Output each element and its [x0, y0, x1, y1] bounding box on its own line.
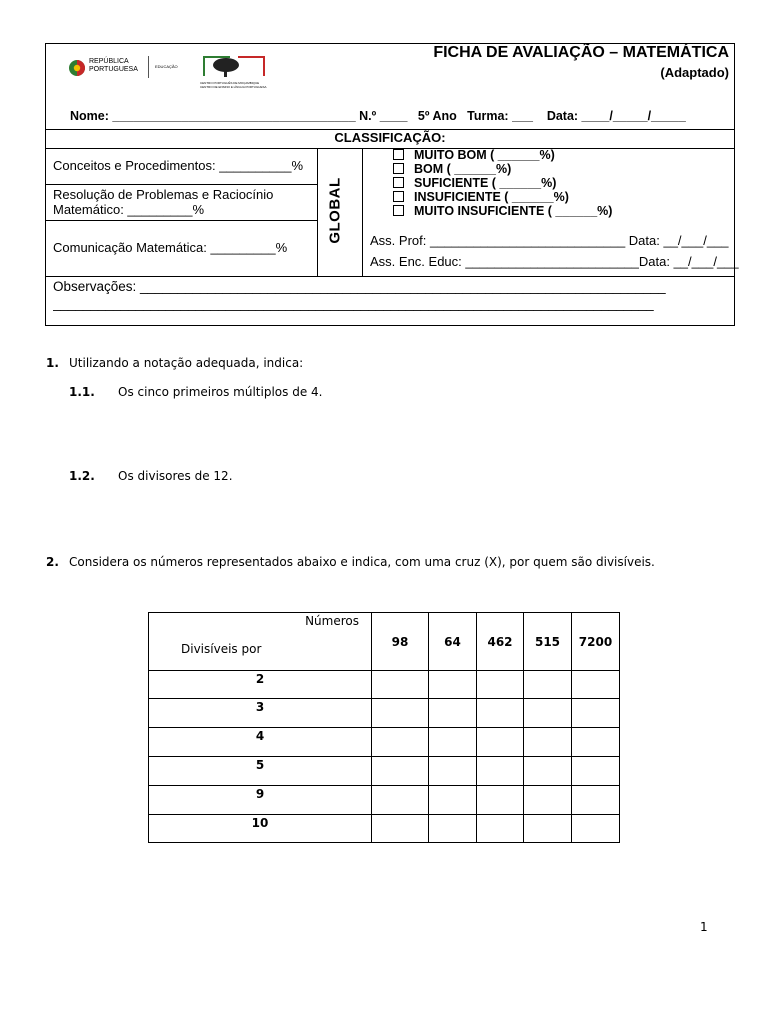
- answer-cell[interactable]: [372, 786, 429, 815]
- criteria-comunicacao: Comunicação Matemática: _________%: [53, 240, 288, 255]
- number-header: 64: [429, 613, 477, 671]
- grade-option[interactable]: MUITO BOM ( ______%): [393, 148, 612, 162]
- answer-cell[interactable]: [477, 728, 524, 757]
- divisibility-table: [148, 612, 620, 843]
- checkbox-icon[interactable]: [393, 149, 404, 160]
- q1-1-text: Os cinco primeiros múltiplos de 4.: [118, 385, 323, 399]
- page-title: FICHA DE AVALIAÇÃO – MATEMÁTICA: [433, 44, 729, 61]
- answer-cell[interactable]: [477, 671, 524, 699]
- answer-cell[interactable]: [429, 728, 477, 757]
- table-row: [149, 728, 620, 757]
- page-number: 1: [700, 920, 708, 934]
- grade-option[interactable]: INSUFICIENTE ( ______%): [393, 190, 612, 204]
- q1-2-text: Os divisores de 12.: [118, 469, 233, 483]
- answer-cell[interactable]: [477, 757, 524, 786]
- divisor-cell: 5: [149, 757, 372, 786]
- grade-option[interactable]: MUITO INSUFICIENTE ( ______%): [393, 204, 612, 218]
- republica-text: REPÚBLICA PORTUGUESA: [89, 58, 138, 73]
- answer-cell[interactable]: [429, 699, 477, 728]
- answer-cell[interactable]: [572, 671, 620, 699]
- page-subtitle: (Adaptado): [660, 65, 729, 80]
- republica-logo: [68, 56, 183, 80]
- answer-cell[interactable]: [429, 757, 477, 786]
- table-row: [149, 786, 620, 815]
- number-header: 7200: [572, 613, 620, 671]
- q1-number: 1.: [46, 356, 59, 370]
- divider: [45, 148, 735, 149]
- table-row: [149, 757, 620, 786]
- divisor-cell: 10: [149, 815, 372, 843]
- number-header: 515: [524, 613, 572, 671]
- table-header-row: [149, 613, 620, 671]
- answer-cell[interactable]: [429, 671, 477, 699]
- divisor-cell: 3: [149, 699, 372, 728]
- answer-cell[interactable]: [477, 786, 524, 815]
- answer-cell[interactable]: [572, 728, 620, 757]
- answer-cell[interactable]: [524, 728, 572, 757]
- checkbox-icon[interactable]: [393, 177, 404, 188]
- answer-cell[interactable]: [372, 815, 429, 843]
- school-name-line1: CENTRO PORTUGUÊS DE MOÇAMBIQUE: [200, 81, 260, 85]
- header-numeros: Números: [305, 614, 359, 628]
- answer-cell[interactable]: [572, 699, 620, 728]
- ass-prof-line: Ass. Prof: ___________________________ Data: __/___/___: [370, 233, 729, 248]
- q2-text: Considera os números representados abaixo e indica, com uma cruz (X), por quem são divisíveis.: [69, 555, 655, 569]
- checkbox-icon[interactable]: [393, 205, 404, 216]
- grade-option[interactable]: BOM ( ______%): [393, 162, 612, 176]
- checkbox-icon[interactable]: [393, 163, 404, 174]
- classificacao-label: CLASSIFICAÇÃO:: [334, 130, 446, 145]
- school-logo: [200, 54, 268, 92]
- educacao-text: EDUCAÇÃO: [155, 64, 178, 69]
- q1-1-number: 1.1.: [69, 385, 95, 399]
- answer-cell[interactable]: [524, 786, 572, 815]
- number-header: 98: [372, 613, 429, 671]
- q1-2-number: 1.2.: [69, 469, 95, 483]
- answer-cell[interactable]: [372, 728, 429, 757]
- divisor-cell: 9: [149, 786, 372, 815]
- answer-cell[interactable]: [477, 699, 524, 728]
- logo-divider: [148, 56, 149, 78]
- criteria-conceitos: Conceitos e Procedimentos: __________%: [53, 158, 304, 173]
- divider: [45, 220, 318, 221]
- answer-cell[interactable]: [524, 815, 572, 843]
- student-id-line: Nome: ___________________________________ N.º ____ 5º Ano Turma: ___ Data: ____/_____/_____: [70, 109, 686, 123]
- table-corner-cell: [149, 613, 372, 671]
- grade-options: [393, 148, 612, 218]
- answer-cell[interactable]: [524, 757, 572, 786]
- table-row: [149, 671, 620, 699]
- divider: [362, 148, 363, 277]
- answer-cell[interactable]: [524, 699, 572, 728]
- republica-emblem-icon: [68, 57, 86, 79]
- tree-icon: [200, 54, 268, 80]
- table-row: [149, 699, 620, 728]
- answer-cell[interactable]: [572, 786, 620, 815]
- q2-number: 2.: [46, 555, 59, 569]
- answer-cell[interactable]: [429, 815, 477, 843]
- divider: [317, 148, 318, 277]
- divisor-cell: 4: [149, 728, 372, 757]
- ass-enc-line: Ass. Enc. Educ: ________________________Data: __/___/___: [370, 254, 739, 269]
- global-label: GLOBAL: [326, 177, 344, 244]
- answer-cell[interactable]: [572, 815, 620, 843]
- answer-cell[interactable]: [477, 815, 524, 843]
- answer-cell[interactable]: [372, 671, 429, 699]
- observacoes-line: Observações: ______________________________________________________________________: [53, 279, 666, 294]
- grade-option[interactable]: SUFICIENTE ( ______%): [393, 176, 612, 190]
- header-divisiveis: Divisíveis por: [181, 642, 262, 656]
- divider: [45, 276, 735, 277]
- number-header: 462: [477, 613, 524, 671]
- answer-cell[interactable]: [524, 671, 572, 699]
- table-row: [149, 815, 620, 843]
- criteria-resolucao: Resolução de Problemas e Raciocínio Matemático: _________%: [53, 187, 274, 217]
- answer-cell[interactable]: [429, 786, 477, 815]
- answer-cell[interactable]: [572, 757, 620, 786]
- q1-text: Utilizando a notação adequada, indica:: [69, 356, 304, 370]
- checkbox-icon[interactable]: [393, 191, 404, 202]
- divisor-cell: 2: [149, 671, 372, 699]
- school-name-line2: CENTRO DE ENSINO E LÍNGUA PORTUGUESA: [200, 85, 267, 89]
- divider: [45, 184, 318, 185]
- answer-cell[interactable]: [372, 699, 429, 728]
- observacoes-line-2: ________________________________________________________________________________: [53, 296, 654, 311]
- answer-cell[interactable]: [372, 757, 429, 786]
